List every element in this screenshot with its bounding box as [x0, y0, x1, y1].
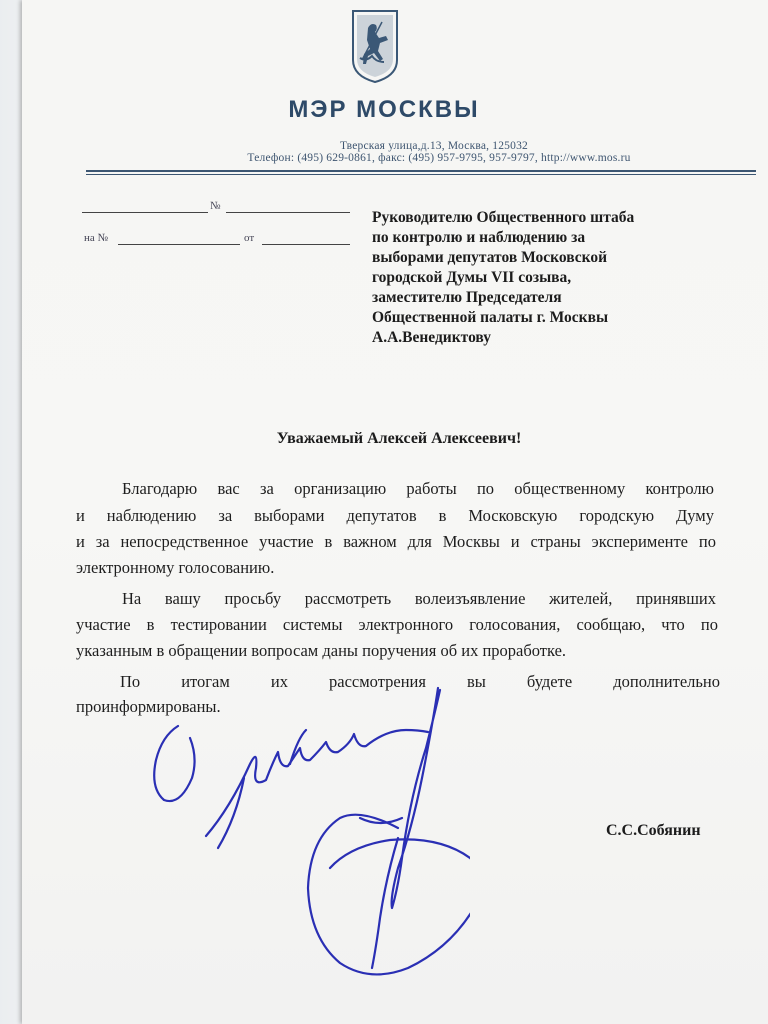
reply-to-date-line — [262, 244, 350, 245]
recipient-line: А.А.Венедиктову — [372, 329, 492, 346]
body-line: электронному голосованию. — [76, 558, 275, 577]
salutation: Уважаемый Алексей Алексеевич! — [276, 430, 522, 447]
recipient-line: Руководителю Общественного штаба — [372, 209, 635, 226]
body-line: На вашу просьбу рассмотреть волеизъявление жителей, принявших — [122, 589, 716, 608]
signer-name: С.С.Собянин — [606, 822, 701, 839]
handwritten-signature — [140, 668, 470, 998]
body-line: и за непосредственное участие в важном для Москвы и страны эксперименте по — [76, 532, 716, 551]
reply-to-number-line — [118, 244, 240, 245]
recipient-line: Общественной палаты г. Москвы — [372, 309, 609, 326]
reply-to-label: на № — [84, 232, 109, 244]
moscow-coat-of-arms-icon — [350, 8, 400, 84]
body-line: участие в тестировании системы электронного голосования, сообщаю, что по — [76, 615, 718, 634]
body-line: указанным в обращении вопросам даны поручения об их проработке. — [76, 641, 567, 660]
recipient-line: городской Думы VII созыва, — [372, 269, 572, 286]
body-line: По итогам их рассмотрения вы будете дополнительно — [120, 672, 720, 691]
outgoing-number-line — [226, 212, 350, 213]
from-label: от — [244, 232, 255, 244]
number-label: № — [210, 200, 221, 212]
letterhead-title: МЭР МОСКВЫ — [288, 96, 480, 123]
recipient-block — [372, 208, 742, 348]
recipient-line: заместителю Председателя — [372, 289, 562, 306]
letterhead-address: Тверская улица,д.13, Москва, 125032 — [339, 140, 528, 152]
outgoing-date-line — [82, 212, 208, 213]
recipient-line: по контролю и наблюдению за — [372, 229, 586, 246]
recipient-line: выборами депутатов Московской — [372, 249, 608, 266]
body-line: Благодарю вас за организацию работы по общественному контролю — [122, 479, 714, 498]
letterhead-rule-thick — [86, 170, 756, 172]
body-line: проинформированы. — [76, 697, 221, 716]
letterhead-rule-thin — [86, 174, 756, 175]
letterhead-contacts: Телефон: (495) 629-0861, факс: (495) 957-9795, 957-9797, http://www.mos.ru — [247, 152, 631, 164]
body-line: и наблюдению за выборами депутатов в Московскую городскую Думу — [76, 506, 714, 525]
